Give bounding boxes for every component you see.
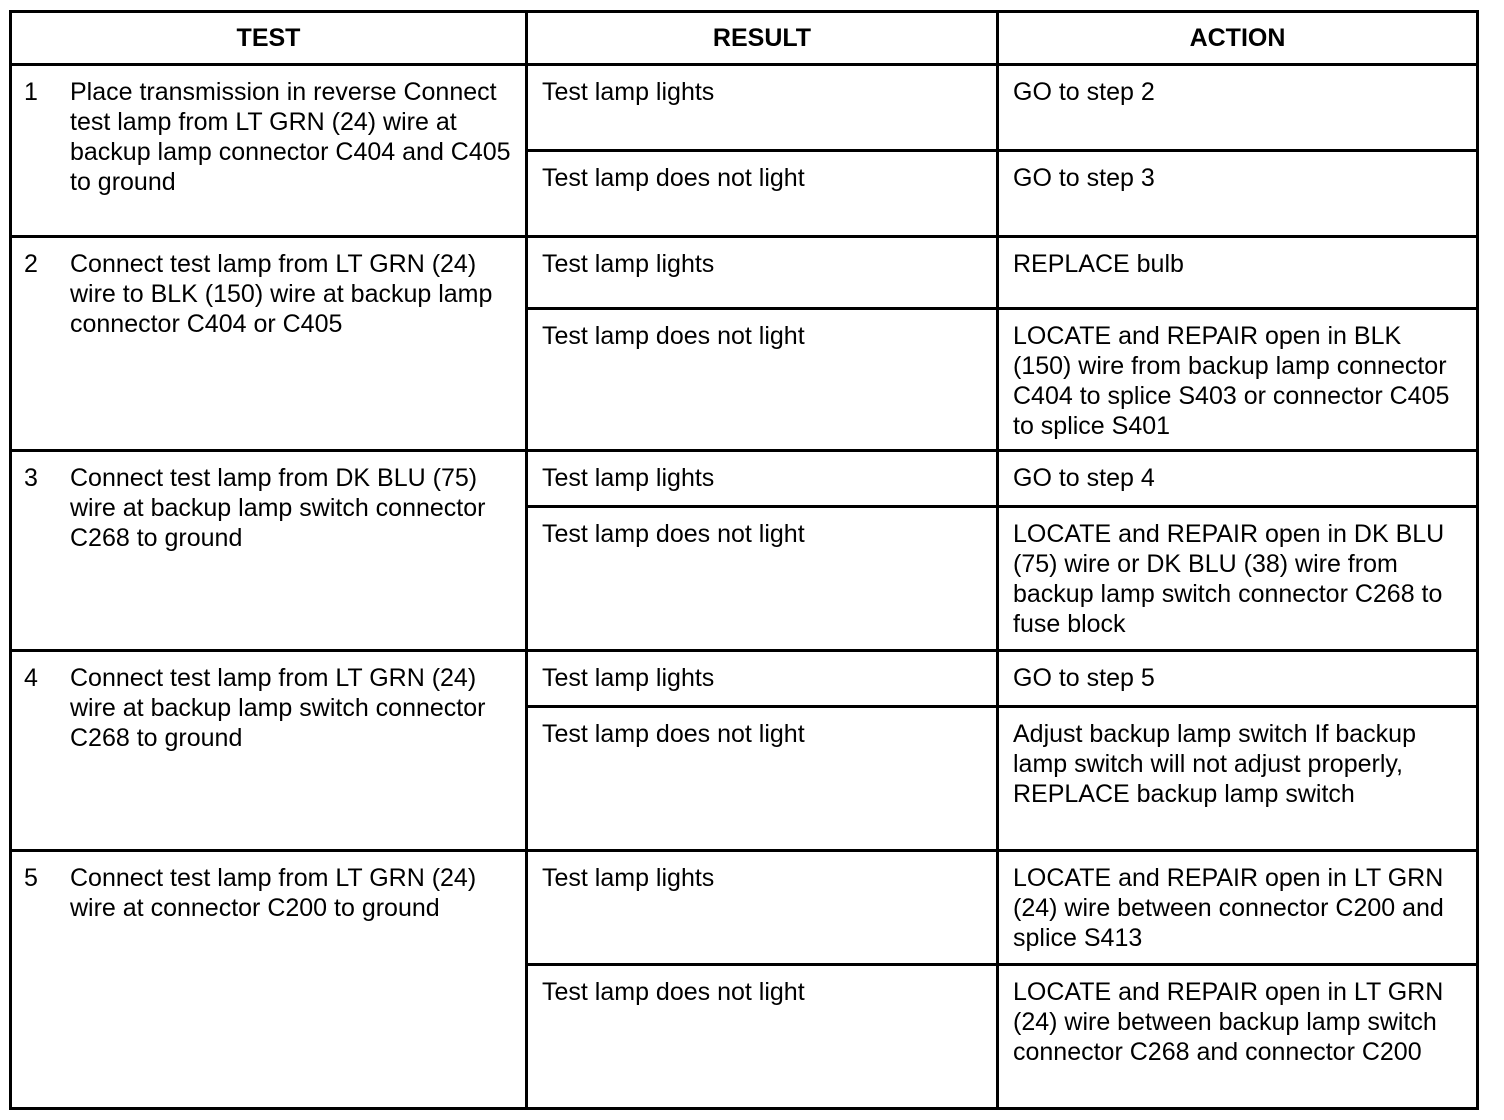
test-description: Place transmission in reverse Connect test lamp from LT GRN (24) wire at backup lamp connector C404 and C405 to ground bbox=[70, 78, 511, 196]
result-cell: Test lamp lights bbox=[527, 651, 998, 707]
table-row bbox=[11, 851, 1478, 965]
step-number: 1 bbox=[24, 78, 38, 106]
table-row bbox=[11, 65, 1478, 151]
result-cell: Test lamp lights bbox=[527, 851, 998, 965]
action-cell: GO to step 5 bbox=[998, 651, 1478, 707]
action-cell: LOCATE and REPAIR open in LT GRN (24) wire between backup lamp switch connector C268 and connector C200 bbox=[998, 965, 1478, 1109]
step-number: 4 bbox=[24, 664, 38, 692]
table-row bbox=[11, 237, 1478, 309]
action-cell: LOCATE and REPAIR open in BLK (150) wire from backup lamp connector C404 to splice S403 or connector C405 to splice S401 bbox=[998, 309, 1478, 451]
result-cell: Test lamp does not light bbox=[527, 507, 998, 651]
test-cell bbox=[11, 65, 527, 237]
action-cell: REPLACE bulb bbox=[998, 237, 1478, 309]
test-description: Connect test lamp from LT GRN (24) wire to BLK (150) wire at backup lamp connector C404 or C405 bbox=[70, 250, 493, 338]
action-cell: LOCATE and REPAIR open in LT GRN (24) wire between connector C200 and splice S413 bbox=[998, 851, 1478, 965]
result-cell: Test lamp does not light bbox=[527, 707, 998, 851]
result-cell: Test lamp does not light bbox=[527, 965, 998, 1109]
action-cell: GO to step 4 bbox=[998, 451, 1478, 507]
result-cell: Test lamp lights bbox=[527, 65, 998, 151]
result-cell: Test lamp lights bbox=[527, 451, 998, 507]
test-cell bbox=[11, 851, 527, 1109]
header-test: TEST bbox=[11, 12, 527, 65]
header-action: ACTION bbox=[998, 12, 1478, 65]
result-cell: Test lamp does not light bbox=[527, 309, 998, 451]
table-row bbox=[11, 651, 1478, 707]
test-description: Connect test lamp from LT GRN (24) wire at backup lamp switch connector C268 to ground bbox=[70, 664, 486, 752]
result-cell: Test lamp does not light bbox=[527, 151, 998, 237]
result-cell: Test lamp lights bbox=[527, 237, 998, 309]
action-cell: Adjust backup lamp switch If backup lamp switch will not adjust properly, REPLACE backup lamp switch bbox=[998, 707, 1478, 851]
diagnostic-table bbox=[9, 10, 1479, 1110]
test-cell bbox=[11, 651, 527, 851]
table-row bbox=[11, 451, 1478, 507]
step-number: 3 bbox=[24, 464, 38, 492]
step-number: 2 bbox=[24, 250, 38, 278]
test-cell bbox=[11, 451, 527, 651]
action-cell: GO to step 2 bbox=[998, 65, 1478, 151]
action-cell: LOCATE and REPAIR open in DK BLU (75) wire or DK BLU (38) wire from backup lamp switch connector C268 to fuse block bbox=[998, 507, 1478, 651]
test-description: Connect test lamp from LT GRN (24) wire at connector C200 to ground bbox=[70, 864, 477, 922]
test-description: Connect test lamp from DK BLU (75) wire at backup lamp switch connector C268 to ground bbox=[70, 464, 486, 552]
action-cell: GO to step 3 bbox=[998, 151, 1478, 237]
header-result: RESULT bbox=[527, 12, 998, 65]
test-cell bbox=[11, 237, 527, 451]
header-row bbox=[11, 12, 1478, 65]
step-number: 5 bbox=[24, 864, 38, 892]
